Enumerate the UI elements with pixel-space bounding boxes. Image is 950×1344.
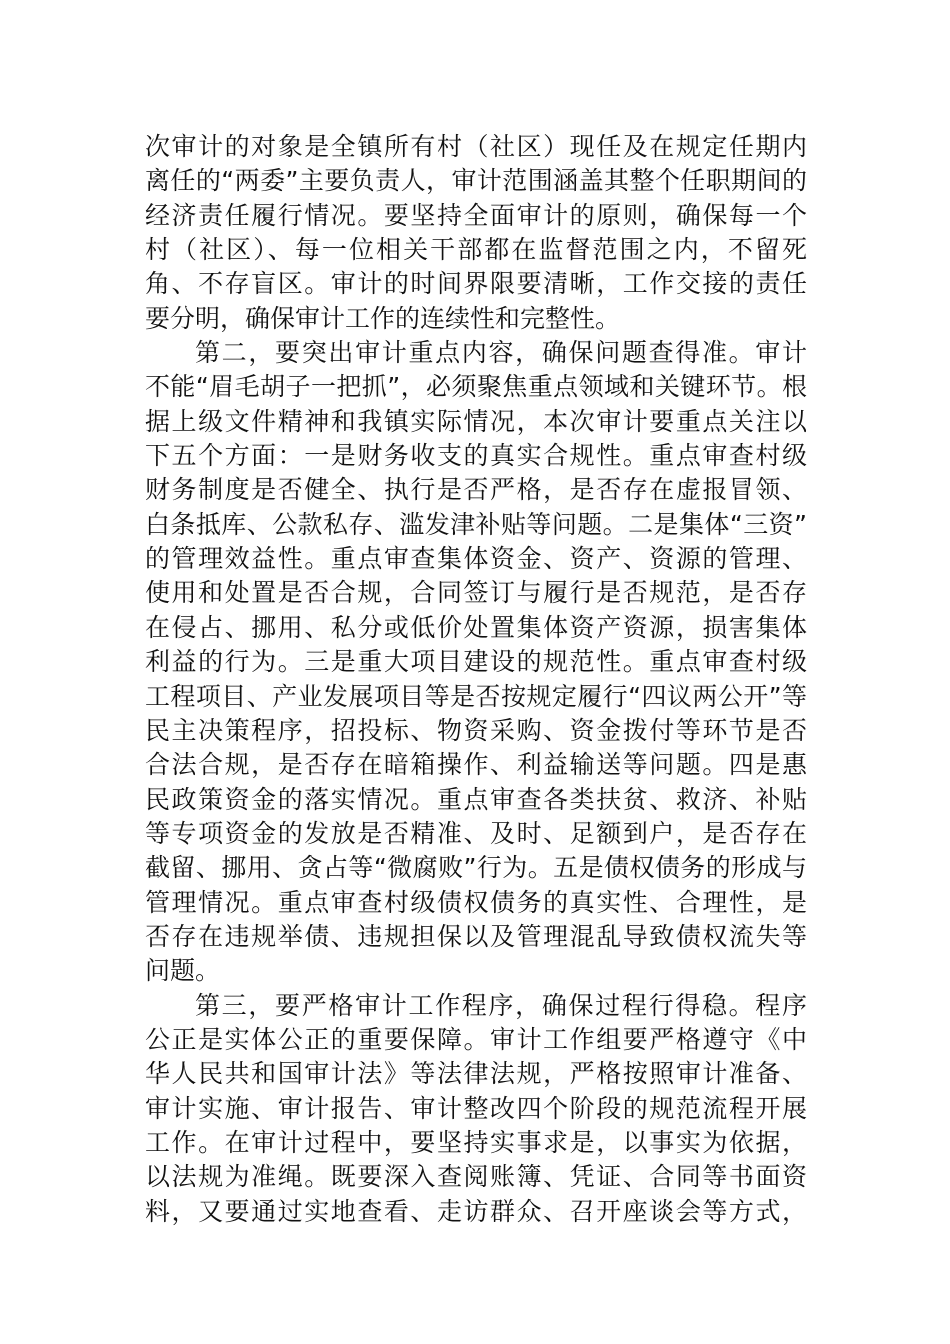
text-line: 利益的行为。三是重大项目建设的规范性。重点审查村级 [145, 647, 807, 677]
text-line: 不能“眉毛胡子一把抓”，必须聚焦重点领域和关键环节。根 [145, 372, 807, 402]
text-line: 财务制度是否健全、执行是否严格，是否存在虚报冒领、 [145, 475, 807, 505]
text-line: 问题。 [145, 956, 221, 986]
text-line: 合法合规，是否存在暗箱操作、利益输送等问题。四是惠 [145, 750, 807, 780]
text-line: 民主决策程序，招投标、物资采购、资金拨付等环节是否 [145, 715, 807, 745]
text-line: 白条抵库、公款私存、滥发津补贴等问题。二是集体“三资” [145, 509, 807, 539]
text-line: 第二，要突出审计重点内容，确保问题查得准。审计 [195, 338, 807, 368]
text-line: 要分明，确保审计工作的连续性和完整性。 [145, 303, 621, 333]
text-line: 管理情况。重点审查村级债权债务的真实性、合理性，是 [145, 887, 807, 917]
text-line: 经济责任履行情况。要坚持全面审计的原则，确保每一个 [145, 200, 807, 230]
text-line: 工作。在审计过程中，要坚持实事求是，以事实为依据， [145, 1127, 807, 1157]
text-line: 在侵占、挪用、私分或低价处置集体资产资源，损害集体 [145, 612, 807, 642]
text-line: 审计实施、审计报告、审计整改四个阶段的规范流程开展 [145, 1093, 807, 1123]
text-line: 以法规为准绳。既要深入查阅账簿、凭证、合同等书面资 [145, 1162, 807, 1192]
text-line: 村（社区）、每一位相关干部都在监督范围之内，不留死 [145, 235, 807, 265]
text-line: 次审计的对象是全镇所有村（社区）现任及在规定任期内 [145, 132, 807, 161]
text-line: 等专项资金的发放是否精准、及时、足额到户，是否存在 [145, 818, 807, 848]
text-line: 否存在违规举债、违规担保以及管理混乱导致债权流失等 [145, 921, 807, 951]
text-line: 截留、挪用、贪占等“微腐败”行为。五是债权债务的形成与 [145, 853, 807, 883]
text-line: 公正是实体公正的重要保障。审计工作组要严格遵守《中 [145, 1024, 807, 1054]
text-line: 据上级文件精神和我镇实际情况，本次审计要重点关注以 [145, 406, 807, 436]
text-line: 工程项目、产业发展项目等是否按规定履行“四议两公开”等 [145, 681, 807, 711]
text-line: 料，又要通过实地查看、走访群众、召开座谈会等方式， [145, 1196, 807, 1226]
text-line: 角、不存盲区。审计的时间界限要清晰，工作交接的责任 [145, 269, 807, 299]
document-body [145, 130, 807, 1229]
text-line: 华人民共和国审计法》等法律法规，严格按照审计准备、 [145, 1059, 807, 1089]
paragraph [145, 989, 807, 1229]
paragraph [145, 336, 807, 989]
text-line: 民政策资金的落实情况。重点审查各类扶贫、救济、补贴 [145, 784, 807, 814]
text-line: 第三，要严格审计工作程序，确保过程行得稳。程序 [195, 990, 807, 1020]
text-line: 离任的“两委”主要负责人，审计范围涵盖其整个任职期间的 [145, 166, 807, 196]
text-line: 的管理效益性。重点审查集体资金、资产、资源的管理、 [145, 544, 807, 574]
text-line: 使用和处置是否合规，合同签订与履行是否规范，是否存 [145, 578, 807, 608]
paragraph [145, 130, 807, 336]
text-line: 下五个方面：一是财务收支的真实合规性。重点审查村级 [145, 441, 807, 471]
